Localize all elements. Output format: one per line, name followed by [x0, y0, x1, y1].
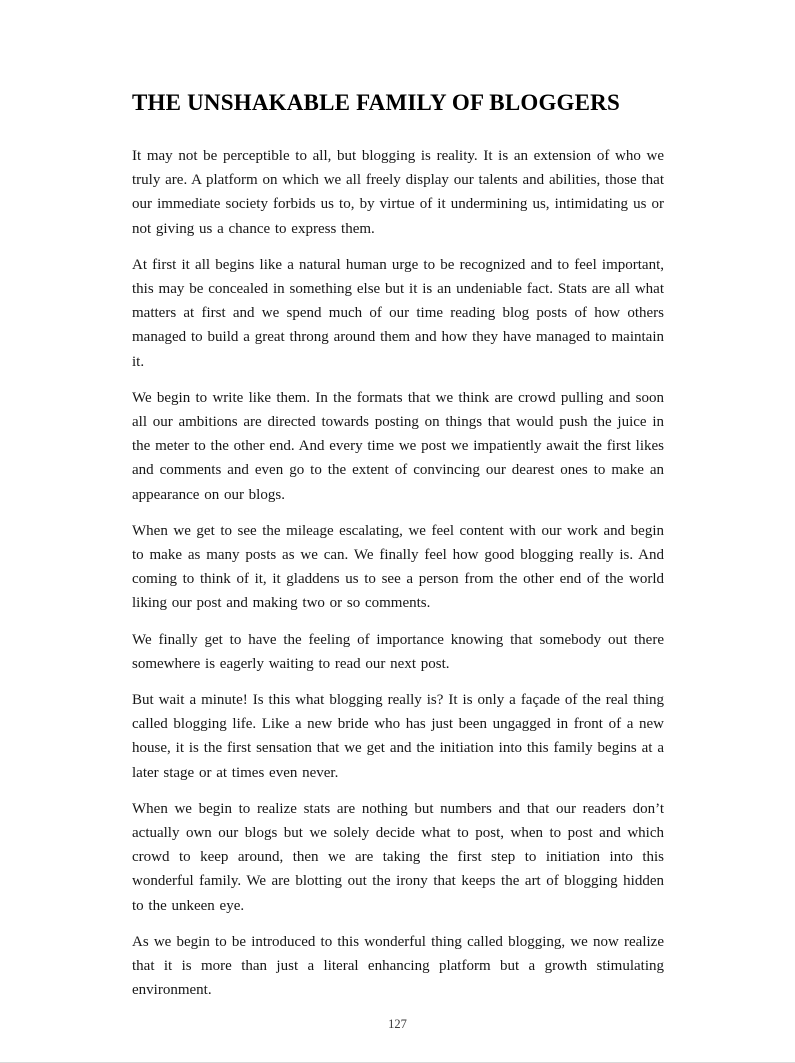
article-content [132, 90, 664, 1015]
paragraph: We begin to write like them. In the formats that we think are crowd pulling and soon all our ambitions are directed towards posting on things that would push the juice in the meter to the other end. And every time we post we impatiently await the first likes and comments and even go to the extent of convincing our dearest ones to make an appearance on our blogs. [132, 389, 664, 503]
article-body [132, 144, 664, 1003]
paragraph: As we begin to be introduced to this wonderful thing called blogging, we now realize that it is more than just a literal enhancing platform but a growth stimulating environment. [132, 933, 664, 999]
paragraph: But wait a minute! Is this what blogging really is? It is only a façade of the real thing called blogging life. Like a new bride who has just been ungagged in front of a new house, it is the first sensation that we get and the initiation into this family begins at a later stage or at times even never. [132, 692, 664, 781]
paragraph: It may not be perceptible to all, but blogging is reality. It is an extension of who we truly are. A platform on which we all freely display our talents and abilities, those that our immediate society forbids us to, by virtue of it undermining us, intimidating us or not giving us a chance to express them. [132, 148, 664, 237]
paragraph: At first it all begins like a natural human urge to be recognized and to feel important, this may be concealed in something else but it is an undeniable fact. Stats are all what matters at first and we spend much of our time reading blog posts of how others managed to build a great throng around them and how they have managed to maintain it. [132, 256, 664, 370]
paragraph: We finally get to have the feeling of importance knowing that somebody out there somewhere is eagerly waiting to read our next post. [132, 631, 664, 672]
paragraph: When we get to see the mileage escalating, we feel content with our work and begin to make as many posts as we can. We finally feel how good blogging really is. And coming to think of it, it gladdens us to see a person from the other end of the world liking our post and making two or so comments. [132, 522, 664, 612]
paragraph: When we begin to realize stats are nothing but numbers and that our readers don’t actually own our blogs but we solely decide what to post, when to post and which crowd to keep around, then we are taking the first step to initiation into this wonderful family. We are blotting out the irony that keeps the art of blogging hidden to the unkeen eye. [132, 800, 664, 914]
page-title: THE UNSHAKABLE FAMILY OF BLOGGERS [132, 90, 620, 115]
page-number: 127 [388, 1017, 407, 1031]
